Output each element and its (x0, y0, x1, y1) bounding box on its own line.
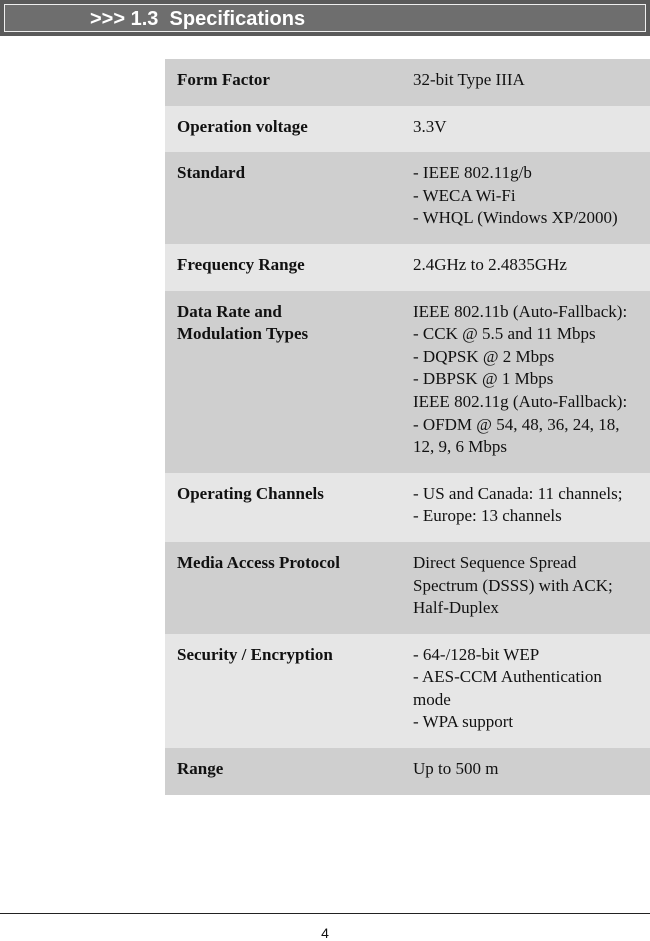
spec-row-frequency-range (165, 244, 650, 291)
spec-label: Frequency Range (177, 254, 305, 274)
spec-row-standard (165, 152, 650, 244)
spec-row-media-access-protocol (165, 542, 650, 634)
page-number: 4 (321, 925, 329, 941)
spec-row-form-factor (165, 59, 650, 106)
footer-divider (0, 913, 650, 914)
spec-value: Up to 500 m (413, 759, 499, 779)
spec-value: - IEEE 802.11g/b - WECA Wi-Fi - WHQL (Windows XP/2000) (413, 163, 618, 228)
section-title: >>> 1.3 Specifications (90, 8, 306, 30)
specifications-table (165, 59, 650, 795)
spec-row-data-rate (165, 291, 650, 473)
spec-value: 2.4GHz to 2.4835GHz (413, 254, 567, 274)
spec-label: Operation voltage (177, 116, 308, 136)
spec-value: 32-bit Type IIIA (413, 70, 525, 89)
spec-row-operation-voltage (165, 106, 650, 153)
spec-row-security-encryption (165, 634, 650, 748)
section-header-frame (4, 4, 646, 32)
spec-label: Form Factor (177, 70, 270, 89)
spec-value: 3.3V (413, 116, 447, 136)
spec-label: Security / Encryption (177, 644, 333, 664)
spec-row-operating-channels (165, 473, 650, 542)
spec-value: - 64-/128-bit WEP - AES-CCM Authentication mode - WPA support (413, 644, 602, 732)
spec-value: Direct Sequence Spread Spectrum (DSSS) with ACK; Half-Duplex (413, 552, 613, 618)
spec-value: IEEE 802.11b (Auto-Fallback): - CCK @ 5.5 and 11 Mbps - DQPSK @ 2 Mbps - DBPSK @ 1 Mbps IEEE 802.11g (Auto-Fallback): - OFDM @ 54, 48, 36, 24, 18, 12, 9, 6 Mbps (413, 301, 628, 457)
spec-row-range (165, 748, 650, 795)
spec-label: Media Access Protocol (177, 552, 341, 572)
section-header-bar (0, 0, 650, 36)
spec-value: - US and Canada: 11 channels; - Europe: 13 channels (413, 483, 623, 526)
spec-label: Range (177, 759, 224, 779)
spec-label: Standard (177, 163, 246, 183)
spec-label: Operating Channels (177, 483, 324, 503)
spec-label: Data Rate and Modulation Types (177, 301, 309, 344)
